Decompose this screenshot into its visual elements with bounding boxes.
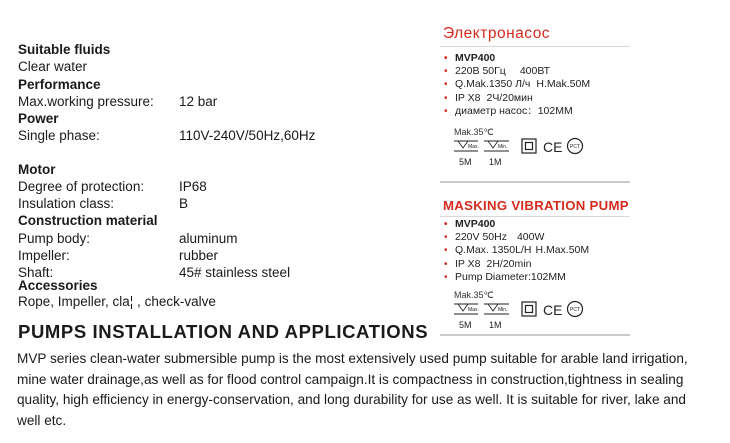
- paragraph-line: mine water drainage,as well as for flood control campaign.It is compactness in construction,tightness in sealing: [17, 371, 684, 387]
- installation-paragraph: [17, 349, 723, 432]
- label-en-power: [444, 231, 589, 244]
- single-phase-row: [18, 128, 316, 144]
- installation-title: PUMPS INSTALLATION AND APPLICATIONS: [18, 321, 429, 342]
- label-en-watt: 400W: [516, 231, 545, 244]
- paragraph-line: MVP series clean-water submersible pump is the most extensively used pump suitable for arable land irrigation,: [17, 351, 688, 366]
- pump-body-row: [18, 231, 238, 247]
- motor-heading: Motor: [18, 162, 56, 177]
- accessories-heading: Accessories: [18, 278, 98, 293]
- submersion-min-icon: [484, 141, 509, 151]
- label-ru-title: Электронасос: [443, 25, 551, 42]
- protection-row: [18, 179, 207, 195]
- label-en-model: • MVP400: [444, 218, 589, 231]
- label-en-divider: [440, 216, 630, 217]
- ce-mark-icon: CE: [543, 139, 563, 155]
- label-ru-flow-head: [444, 78, 590, 91]
- label-ru-depth-b: 1M: [489, 157, 502, 167]
- label-ru-head: H.Mak.50M: [536, 78, 591, 91]
- pct-mark-icon: [568, 302, 583, 317]
- paragraph-line: well etc.: [17, 413, 67, 429]
- label-ru-diameter: • диаметр насос：102MM: [444, 105, 590, 118]
- max-pressure-label: Max.working pressure:: [18, 94, 154, 109]
- pct-mark-icon: [568, 139, 583, 154]
- submersion-min-icon: [484, 304, 509, 314]
- label-ru-flow: Q.Mak.1350 Л/ч: [455, 78, 531, 91]
- label-en-marks: [454, 290, 629, 330]
- label-en-flow-head: [444, 244, 589, 257]
- single-phase-label: Single phase:: [18, 128, 100, 143]
- paragraph-line: quality, high efficiency in energy-conservation, and long durability for use as well. It is suitable for river, lake and: [17, 392, 686, 408]
- pump-body-value: aluminum: [179, 231, 238, 246]
- label-ru-bottom-border: [440, 181, 630, 183]
- label-ru-depth-a: 5M: [459, 157, 472, 167]
- label-en-temp: Mak.35℃: [454, 290, 494, 300]
- label-ru-marks: [454, 127, 629, 167]
- label-ru-ip-b: 2Ч/20мин: [486, 91, 533, 104]
- protection-label: Degree of protection:: [18, 179, 145, 194]
- label-en-specs: [444, 218, 589, 284]
- performance-heading: Performance: [18, 77, 101, 92]
- svg-text:Max.: Max.: [468, 144, 479, 150]
- label-ru-cert-marks: [454, 137, 629, 161]
- shaft-label: Shaft:: [18, 265, 54, 280]
- impeller-label: Impeller:: [18, 248, 70, 263]
- label-en-ip-b: 2H/20min: [486, 257, 532, 270]
- single-phase-value: 110V-240V/50Hz,60Hz: [179, 128, 316, 143]
- svg-text:Min.: Min.: [498, 307, 508, 313]
- double-insulation-icon: [522, 302, 536, 316]
- impeller-value: rubber: [179, 248, 219, 263]
- power-heading: Power: [18, 111, 59, 126]
- label-en-head: H.Max.50M: [535, 244, 590, 257]
- ce-mark-icon: CE: [543, 302, 563, 318]
- pump-body-label: Pump body:: [18, 231, 91, 246]
- label-ru-freq: 220В 50Гц: [455, 65, 506, 78]
- label-ru-model: • MVP400: [444, 52, 590, 65]
- label-en-diameter: • Pump Diameter:102MM: [444, 271, 589, 284]
- label-en-title: MASKING VIBRATION PUMP: [443, 198, 629, 213]
- label-ru-ip: [444, 92, 590, 105]
- label-en-depth-b: 1M: [489, 320, 502, 330]
- label-ru-temp: Mak.35℃: [454, 127, 494, 137]
- suitable-fluids-heading: Suitable fluids: [18, 42, 111, 57]
- svg-text:Max.: Max.: [468, 307, 479, 313]
- submersion-max-icon: [454, 141, 479, 151]
- insulation-value: B: [179, 196, 189, 211]
- label-en-ip-a: IP X8: [455, 257, 481, 270]
- label-en-flow: Q.Max. 1350L/H: [455, 244, 532, 257]
- svg-text:PCT: PCT: [570, 307, 580, 313]
- label-en-cert-marks: [454, 300, 629, 324]
- label-ru-power: [444, 65, 590, 78]
- svg-text:Min.: Min.: [498, 144, 508, 150]
- label-en-ip: [444, 258, 589, 271]
- submersion-max-icon: [454, 304, 479, 314]
- label-en-freq: 220V 50Hz: [455, 231, 507, 244]
- max-pressure-value: 12 bar: [179, 94, 218, 109]
- max-pressure-row: [18, 94, 218, 110]
- impeller-row: [18, 248, 219, 264]
- suitable-fluids-value: Clear water: [18, 59, 88, 74]
- label-ru-specs: [444, 52, 590, 118]
- double-insulation-icon: [522, 139, 536, 153]
- insulation-row: [18, 196, 189, 212]
- insulation-label: Insulation class:: [18, 196, 115, 211]
- label-ru-watt: 400ВТ: [519, 65, 551, 78]
- shaft-value: 45# stainless steel: [179, 265, 291, 280]
- protection-value: IP68: [179, 179, 207, 194]
- label-en-depth-a: 5M: [459, 320, 472, 330]
- label-en-bottom-border: [440, 334, 630, 336]
- accessories-value: Rope, Impeller, cla¦ , check-valve: [18, 294, 216, 309]
- construction-heading: Construction material: [18, 213, 158, 228]
- label-ru-divider: [440, 46, 630, 47]
- label-ru-ip-a: IP X8: [455, 91, 481, 104]
- svg-text:PCT: PCT: [570, 144, 580, 150]
